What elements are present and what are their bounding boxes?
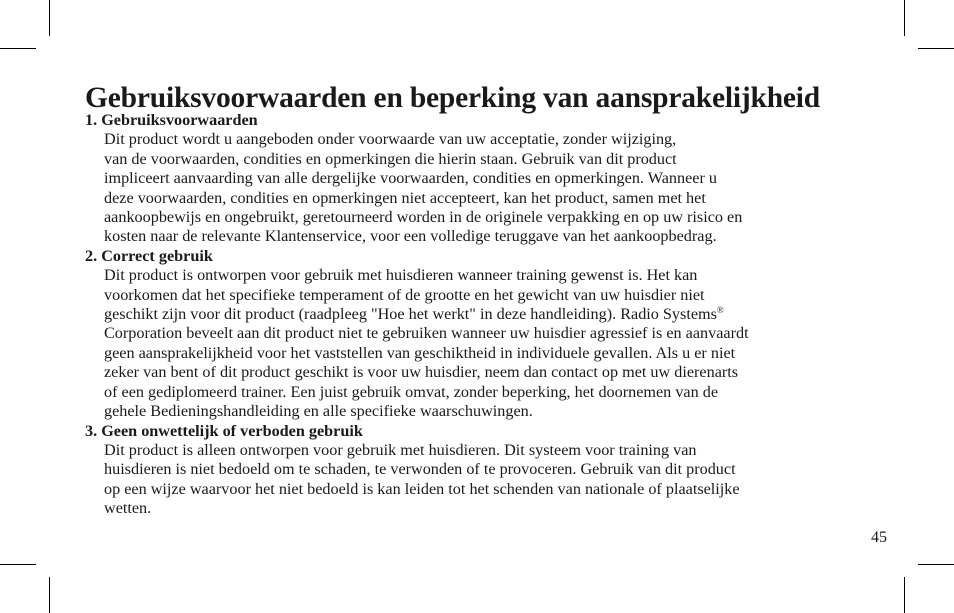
crop-mark-top-left-h xyxy=(0,48,36,49)
paragraph-line: impliceert aanvaarding van alle dergelijke voorwaarden, condities en opmerkingen. Wanneer u xyxy=(104,169,717,188)
paragraph-line: deze voorwaarden, condities en opmerkingen niet accepteert, kan het product, samen met het xyxy=(104,188,706,207)
paragraph-line: aankoopbewijs en ongebruikt, geretourneerd worden in de originele verpakking en op uw risico en xyxy=(104,208,743,227)
paragraph-line: van de voorwaarden, condities en opmerkingen die hierin staan. Gebruik van dit product xyxy=(104,149,677,168)
section-heading-3: 3. Geen onwettelijk of verboden gebruik xyxy=(85,421,363,440)
page-title: Gebruiksvoorwaarden en beperking van aansprakelijkheid xyxy=(85,82,820,114)
section-heading-2: 2. Correct gebruik xyxy=(85,246,213,265)
crop-mark-top-right xyxy=(904,0,905,36)
paragraph-line-text: geschikt zijn voor dit product (raadpleeg "Hoe het werkt" in deze handleiding). Radio Systems xyxy=(104,305,717,324)
page-number: 45 xyxy=(871,529,887,546)
paragraph-line: Dit product is alleen ontworpen voor gebruik met huisdieren. Dit systeem voor training van xyxy=(104,440,697,459)
paragraph-line: kosten naar de relevante Klantenservice, voor een volledige teruggave van het aankoopbedrag. xyxy=(104,227,717,246)
registered-trademark-symbol: ® xyxy=(716,305,724,316)
crop-mark-bottom-left xyxy=(49,577,50,613)
paragraph-line: op een wijze waarvoor het niet bedoeld is kan leiden tot het schenden van nationale of plaatselijke xyxy=(104,479,740,498)
paragraph-line: geen aansprakelijkheid voor het vaststellen van geschiktheid in individuele gevallen. Als u er niet xyxy=(104,343,736,362)
paragraph-line: of een gediplomeerd trainer. Een juist gebruik omvat, zonder beperking, het doornemen van de xyxy=(104,382,719,401)
paragraph-line: huisdieren is niet bedoeld om te schaden, te verwonden of te provoceren. Gebruik van dit product xyxy=(104,460,736,479)
paragraph-line: Corporation beveelt aan dit product niet te gebruiken wanneer uw huisdier agressief is en aanvaardt xyxy=(104,324,749,343)
crop-mark-bottom-left-h xyxy=(0,564,36,565)
paragraph-line xyxy=(85,305,885,324)
paragraph-line: voorkomen dat het specifieke temperament of de grootte en het gewicht van uw huisdier niet xyxy=(104,285,705,304)
section-heading-1: 1. Gebruiksvoorwaarden xyxy=(85,111,258,129)
paragraph-line: Dit product wordt u aangeboden onder voorwaarde van uw acceptatie, zonder wijziging, xyxy=(104,130,677,149)
crop-mark-bottom-right xyxy=(904,577,905,613)
crop-mark-top-left xyxy=(49,0,50,36)
crop-mark-bottom-right-h xyxy=(918,564,954,565)
crop-mark-top-right-h xyxy=(918,48,954,49)
paragraph-line: wetten. xyxy=(104,499,152,518)
document-body xyxy=(85,111,885,519)
paragraph-line: zeker van bent of dit product geschikt is voor uw huisdier, neem dan contact op met uw dierenarts xyxy=(104,363,739,382)
paragraph-line: gehele Bedieningshandleiding en alle specifieke waarschuwingen. xyxy=(104,402,533,421)
paragraph-line: Dit product is ontworpen voor gebruik met huisdieren wanneer training gewenst is. Het kan xyxy=(104,266,698,285)
